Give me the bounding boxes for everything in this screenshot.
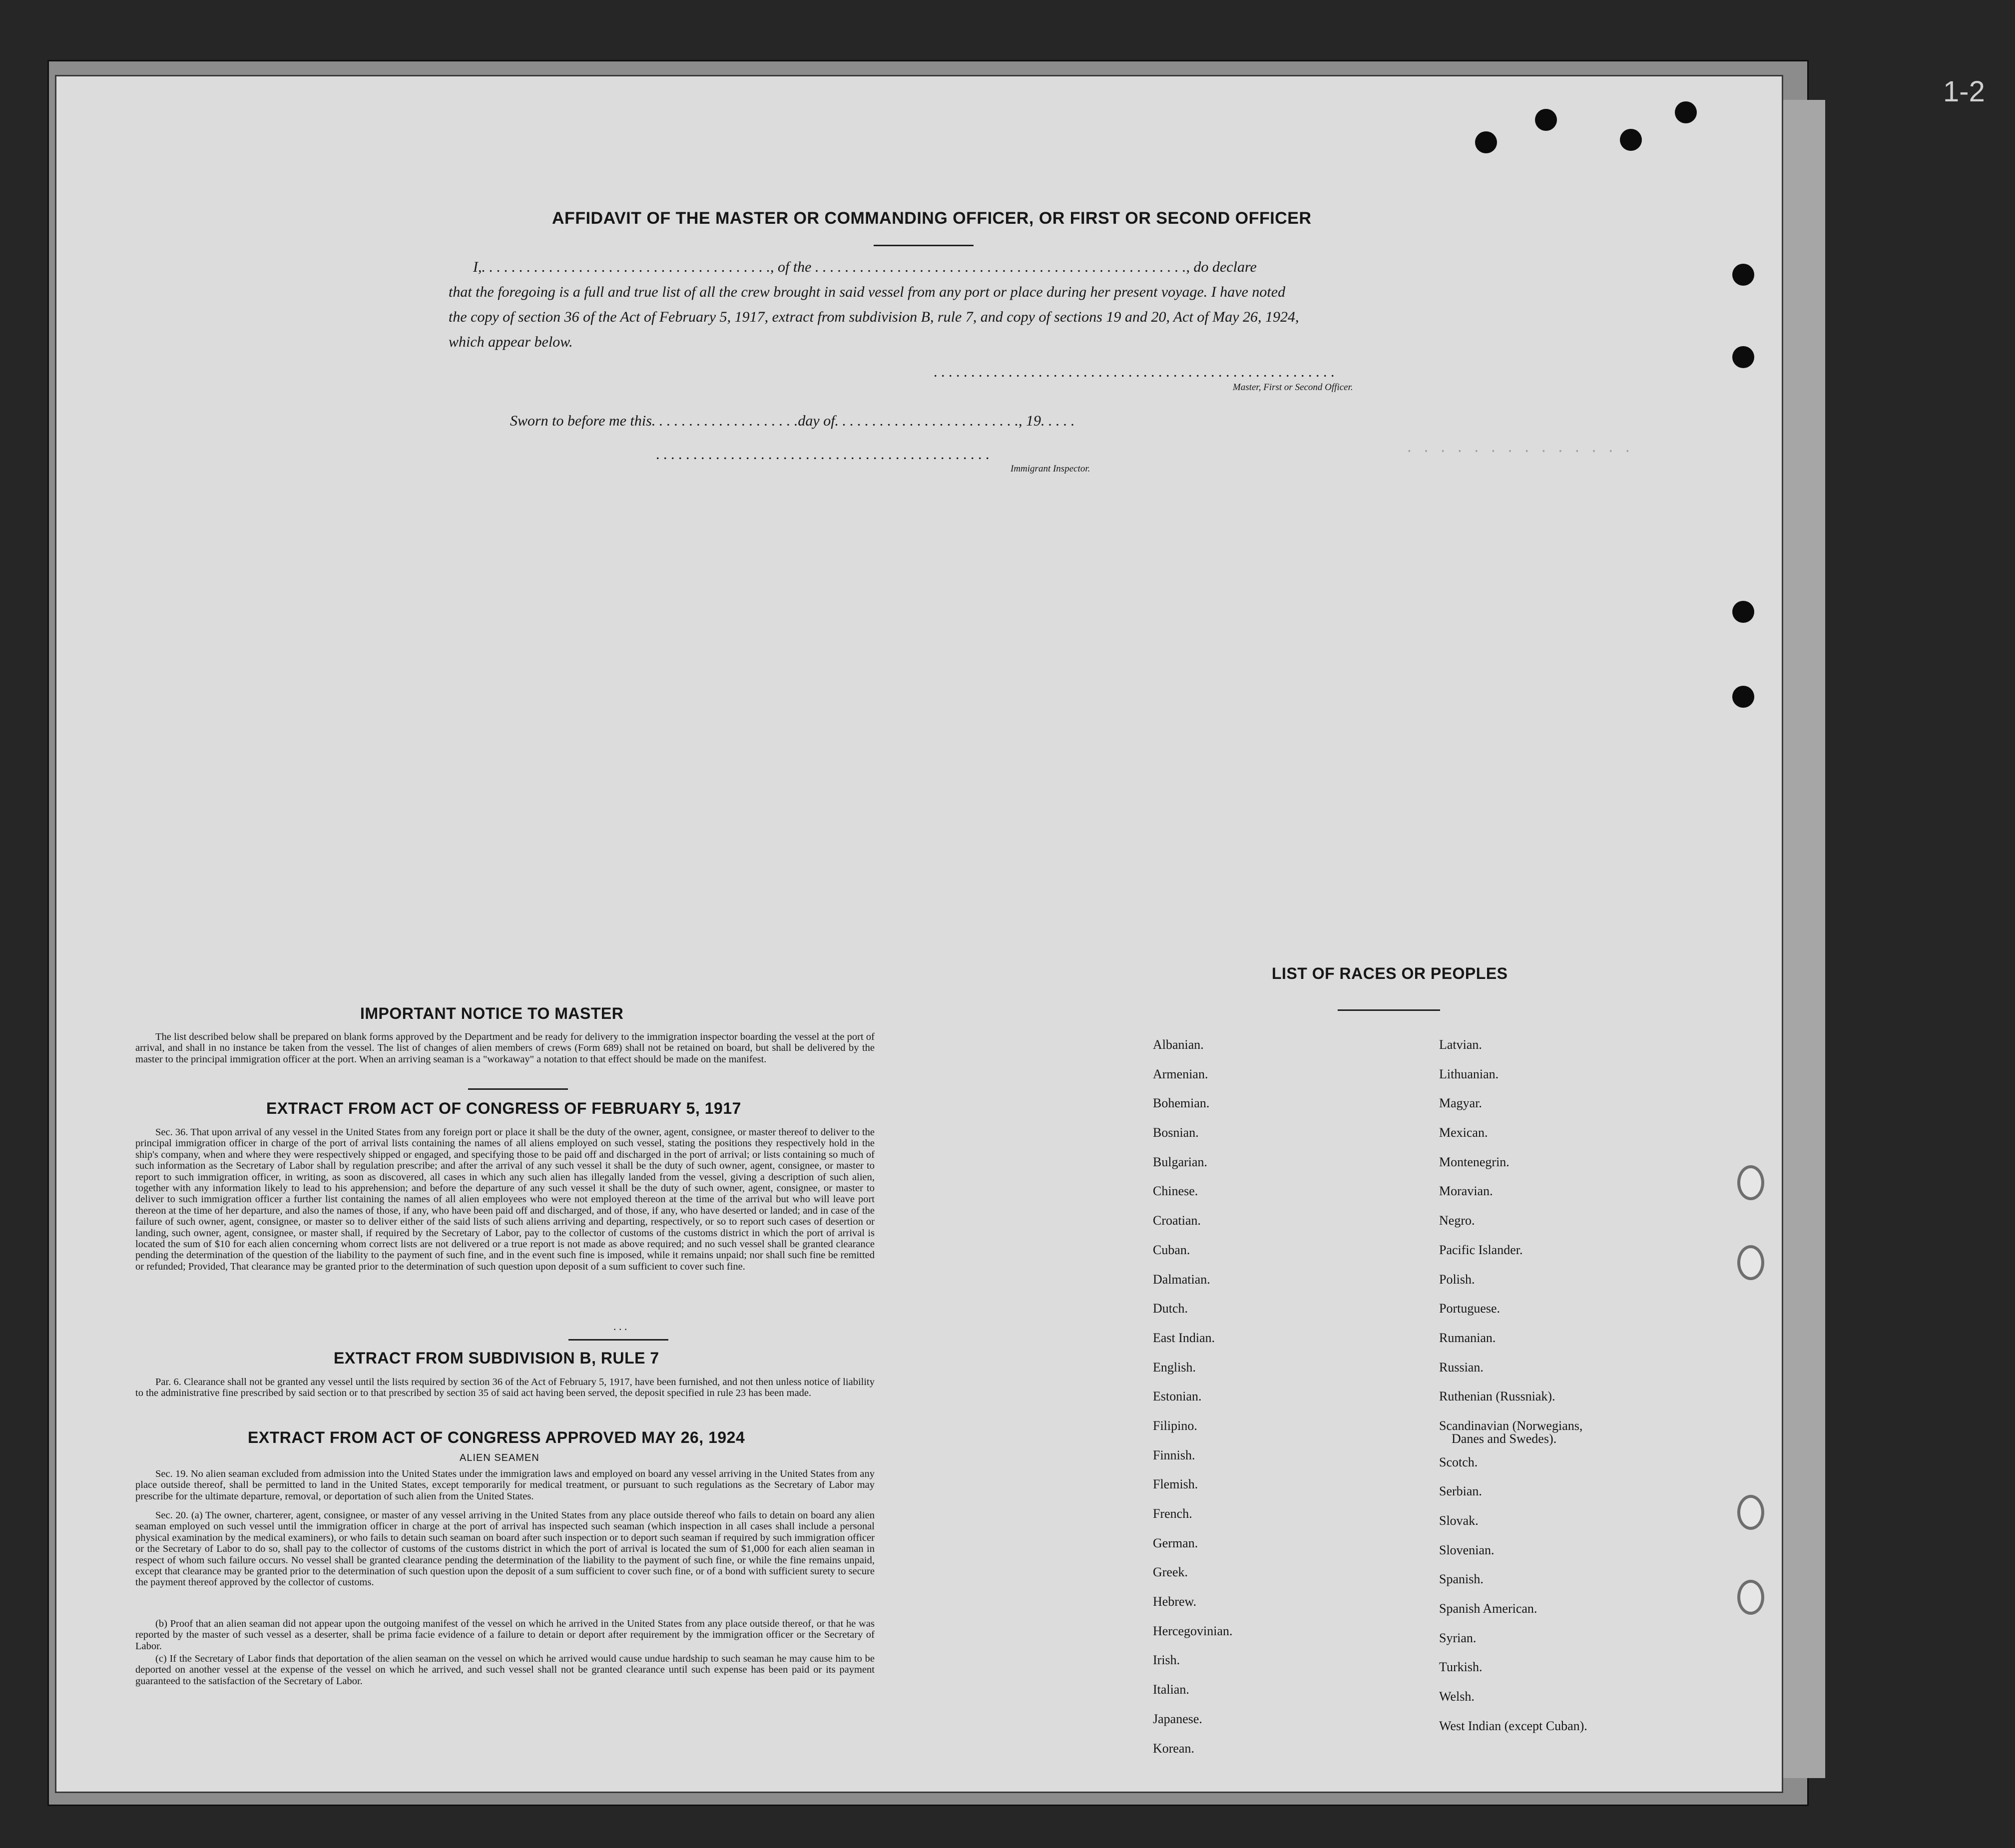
reinforcement-ring [1737, 1165, 1764, 1200]
race-item: Welsh. [1439, 1689, 1475, 1704]
race-item: Croatian. [1153, 1213, 1201, 1228]
sec19-text: Sec. 19. No alien seaman excluded from admission into the United States under the immigration laws and employed on board any vessel arriving in the United States from any place outside thereof, shall be permitted to land in the United States, except temporarily for medical treatment, or pursuant to such regulations as the Secretary of Labor may prescribe for the ultimate departure, removal, or deportation of such alien from the United States. [135, 1468, 875, 1502]
race-item: Turkish. [1439, 1660, 1483, 1675]
affidavit-line-4: which appear below. [449, 334, 573, 350]
inspector-signature-line: . . . . . . . . . . . . . . . . . . . . . . . . . . . . . . . . . . . . . . . . . . . . . [656, 446, 990, 462]
sec20c-text: (c) If the Secretary of Labor finds that deportation of the alien seaman on the vessel on which he arrived would cause undue hardship to such seaman he may cause him to be deported on another vessel at the expense of the vessel on which he arrived, and such vessel shall not be granted clearance until such expense has been paid or its payment guaranteed to the satisfaction of the Secretary of Labor. [135, 1653, 875, 1687]
race-item: Dalmatian. [1153, 1272, 1210, 1287]
divider [874, 245, 974, 246]
race-item: Ruthenian (Russniak). [1439, 1389, 1555, 1404]
punch-hole [1475, 131, 1497, 153]
race-item: Mexican. [1439, 1125, 1488, 1140]
race-item: Cuban. [1153, 1242, 1190, 1257]
race-item: Dutch. [1153, 1301, 1188, 1316]
race-item: Scandinavian (Norwegians, [1439, 1418, 1583, 1433]
sworn-line: Sworn to before me this. . . . . . . . . . . . . . . . . . . .day of. . . . . . . . . . . . . . . . . . . . . . . . ., 19. . . . . [510, 413, 1075, 429]
race-item: Danes and Swedes). [1452, 1431, 1557, 1446]
race-item: Estonian. [1153, 1389, 1202, 1404]
race-item: Italian. [1153, 1682, 1189, 1697]
race-item: English. [1153, 1360, 1196, 1375]
reinforcement-ring [1737, 1580, 1764, 1615]
race-item: Moravian. [1439, 1184, 1493, 1199]
race-item: French. [1153, 1506, 1192, 1521]
extract-1924-title: EXTRACT FROM ACT OF CONGRESS APPROVED MAY 26, 1924 [248, 1428, 745, 1446]
race-item: Syrian. [1439, 1630, 1477, 1645]
divider [568, 1339, 668, 1341]
divider [468, 1088, 568, 1090]
divider [1338, 1009, 1440, 1011]
punch-hole [1732, 601, 1754, 623]
race-item: Hebrew. [1153, 1594, 1197, 1609]
race-item: Flemish. [1153, 1477, 1198, 1492]
reinforcement-ring [1737, 1495, 1764, 1530]
affidavit-line-3: the copy of section 36 of the Act of February 5, 1917, extract from subdivision B, rule 7, and copy of sections 19 and 20, Act of May 26, 1924, [449, 309, 1299, 325]
race-item: Pacific Islander. [1439, 1242, 1523, 1257]
punch-hole [1675, 101, 1697, 123]
inspector-caption: Immigrant Inspector. [1010, 463, 1090, 474]
race-item: Albanian. [1153, 1037, 1204, 1052]
race-item: Spanish American. [1439, 1601, 1537, 1616]
sec20b-text: (b) Proof that an alien seaman did not appear upon the outgoing manifest of the vessel on which he arrived in the United States from any place outside thereof, or that he was reported by the master of such vessel as a deserter, shall be prima facie evidence of a failure to detain or deport after requirement by the immigration officer or the Secretary of Labor. [135, 1618, 875, 1652]
punch-hole [1732, 346, 1754, 368]
extract-1917-text: Sec. 36. That upon arrival of any vessel in the United States from any foreign port or place it shall be the duty of the owner, agent, consignee, or master thereof to deliver to the principal immigration officer in charge of the port of arrival lists containing the names of all aliens employed on such vessel, stating the positions they respectively hold in the ship's company, when and where they were respectively shipped or engaged, and specifying those to be paid off and discharged in the port of arrival; or lists containing so much of such information as the Secretary of Labor shall by regulation prescribe; and after the arrival of any such vessel it shall be the duty of such owner, agent, consignee, or master to report to such immigration officer, in writing, as soon as discovered, all cases in which any such alien has illegally landed from the vessel, giving a description of such alien, together with any information likely to lead to his apprehension; and before the departure of any such vessel it shall be the duty of such owner, agent, consignee, or master to deliver to such immigration officer a further list containing the names of all alien employees who were not employed thereon at the time of the arrival but who will leave port thereon at the time of her departure, and also the names of those, if any, who have been paid off and discharged, and of those, if any, who have deserted or landed; and in case of the failure of such owner, agent, consignee, or master so to deliver either of the said lists of such aliens arriving and departing, respectively, or so to report such cases of desertion or landing, such owner, agent, consignee, or master shall, if required by the Secretary of Labor, pay to the collector of customs of the customs district in which the port of arrival is located the sum of $10 for each alien concerning whom correct lists are not delivered or a true report is not made as above required; and no such vessel shall be granted clearance pending the determination of the question of the liability to the payment of such fine, and in the event such fine is imposed, while it remains unpaid; nor shall such fine be remitted or refunded; Provided, That clearance may be granted prior to the determination of such question upon deposit of a sum sufficient to cover such fine. [135, 1127, 875, 1272]
race-item: West Indian (except Cuban). [1439, 1718, 1587, 1733]
extract-rule7-text: Par. 6. Clearance shall not be granted any vessel until the lists required by section 36 of the Act of February 5, 1917, have been furnished, and not then unless notice of liability to the administrative fine prescribed by said section or to that prescribed by section 35 of said act having been served, the deposit specified in rule 23 has been made. [135, 1377, 875, 1399]
race-item: Serbian. [1439, 1484, 1482, 1499]
race-item: Japanese. [1153, 1711, 1202, 1726]
affidavit-title: AFFIDAVIT OF THE MASTER OR COMMANDING OFFICER, OR FIRST OR SECOND OFFICER [552, 209, 1312, 228]
punch-hole [1732, 686, 1754, 708]
punch-hole [1620, 129, 1642, 151]
race-item: Scotch. [1439, 1454, 1478, 1469]
notice-text: The list described below shall be prepared on blank forms approved by the Department and be ready for delivery to the immigration inspector boarding the vessel at the port of arrival, and shall in no instance be taken from the vessel. The list of changes of alien members of crews (Form 689) shall not be retained on board, but shall be delivered by the master to the principal immigration officer at the port. When an arriving seaman is a "workaway" a notation to that effect should be made on the manifest. [135, 1031, 875, 1065]
manifest-page [55, 75, 1783, 1793]
race-item: Greek. [1153, 1565, 1188, 1580]
race-item: East Indian. [1153, 1330, 1215, 1345]
master-signature-line: . . . . . . . . . . . . . . . . . . . . . . . . . . . . . . . . . . . . . . . . . . . . . . . . . . . . . . [934, 364, 1335, 380]
race-item: Montenegrin. [1439, 1154, 1510, 1169]
race-item: Korean. [1153, 1741, 1195, 1756]
race-item: Bohemian. [1153, 1096, 1210, 1111]
sec20a-text: Sec. 20. (a) The owner, charterer, agent, consignee, or master of any vessel arriving in the United States from any place outside thereof who fails to detain on board any alien seaman employed on such vessel until the immigration officer in charge at the port of arrival has inspected such seaman (which inspection in all cases shall include a personal physical examination by the medical examiners), or who fails to detain such seaman on board after such inspection or to deport such seaman if required by such immigration officer or the Secretary of Labor to do so, shall pay to the collector of customs of the customs district in which the port of arrival is located the sum of $1,000 for each alien seaman in respect of whom such failure occurs. No vessel shall be granted clearance pending the determination of the liability to the payment of such fine, or while the fine remains unpaid, except that clearance may be granted prior to the determination of such question upon the deposit of a sum sufficient to cover such fine, or of a bond with sufficient surety to secure the payment thereof approved by the collector of customs. [135, 1510, 875, 1588]
extract-1917-title: EXTRACT FROM ACT OF CONGRESS OF FEBRUARY 5, 1917 [266, 1099, 741, 1117]
punch-hole [1535, 109, 1557, 131]
notice-title: IMPORTANT NOTICE TO MASTER [360, 1004, 624, 1022]
race-item: German. [1153, 1535, 1198, 1550]
reinforcement-ring [1737, 1245, 1764, 1280]
race-item: Irish. [1153, 1653, 1180, 1668]
race-item: Slovak. [1439, 1513, 1479, 1528]
races-right-column [1439, 1030, 1587, 1741]
races-left-column [1153, 1030, 1233, 1763]
extract-rule7-title: EXTRACT FROM SUBDIVISION B, RULE 7 [334, 1349, 659, 1367]
race-item: Lithuanian. [1439, 1066, 1499, 1081]
master-caption: Master, First or Second Officer. [1233, 382, 1353, 393]
race-item: Filipino. [1153, 1418, 1197, 1433]
race-item: Spanish. [1439, 1572, 1484, 1587]
bleed-through-text: . . . . . . . . . . . . . . [1405, 441, 1632, 457]
races-title: LIST OF RACES OR PEOPLES [1272, 964, 1508, 982]
race-item: Russian. [1439, 1360, 1484, 1375]
race-item: Slovenian. [1439, 1542, 1495, 1557]
race-item: Latvian. [1439, 1037, 1482, 1052]
race-item: Portuguese. [1439, 1301, 1501, 1316]
race-item: Negro. [1439, 1213, 1475, 1228]
race-item: Bulgarian. [1153, 1154, 1208, 1169]
race-item: Bosnian. [1153, 1125, 1199, 1140]
race-item: Rumanian. [1439, 1330, 1496, 1345]
alien-seamen-subtitle: ALIEN SEAMEN [460, 1452, 539, 1463]
race-item: Finnish. [1153, 1447, 1195, 1462]
corner-mark: 1-2 [1943, 75, 1985, 108]
race-item: Magyar. [1439, 1096, 1482, 1111]
race-item: Polish. [1439, 1272, 1475, 1287]
affidavit-line-1: I,. . . . . . . . . . . . . . . . . . . . . . . . . . . . . . . . . . . . . . ., of the . . . . . . . . . . . . . . . . . . . . . . . . . . . . . . . . . . . . . . . . . . . . . . . . . ., do declare [473, 259, 1257, 275]
race-item: Armenian. [1153, 1066, 1208, 1081]
race-item: Chinese. [1153, 1184, 1198, 1199]
race-item: Hercegovinian. [1153, 1623, 1233, 1638]
punch-hole [1732, 264, 1754, 286]
affidavit-line-2: that the foregoing is a full and true list of all the crew brought in said vessel from any port or place during her present voyage. I have noted [449, 284, 1286, 300]
ellipsis: . . . [613, 1320, 627, 1333]
